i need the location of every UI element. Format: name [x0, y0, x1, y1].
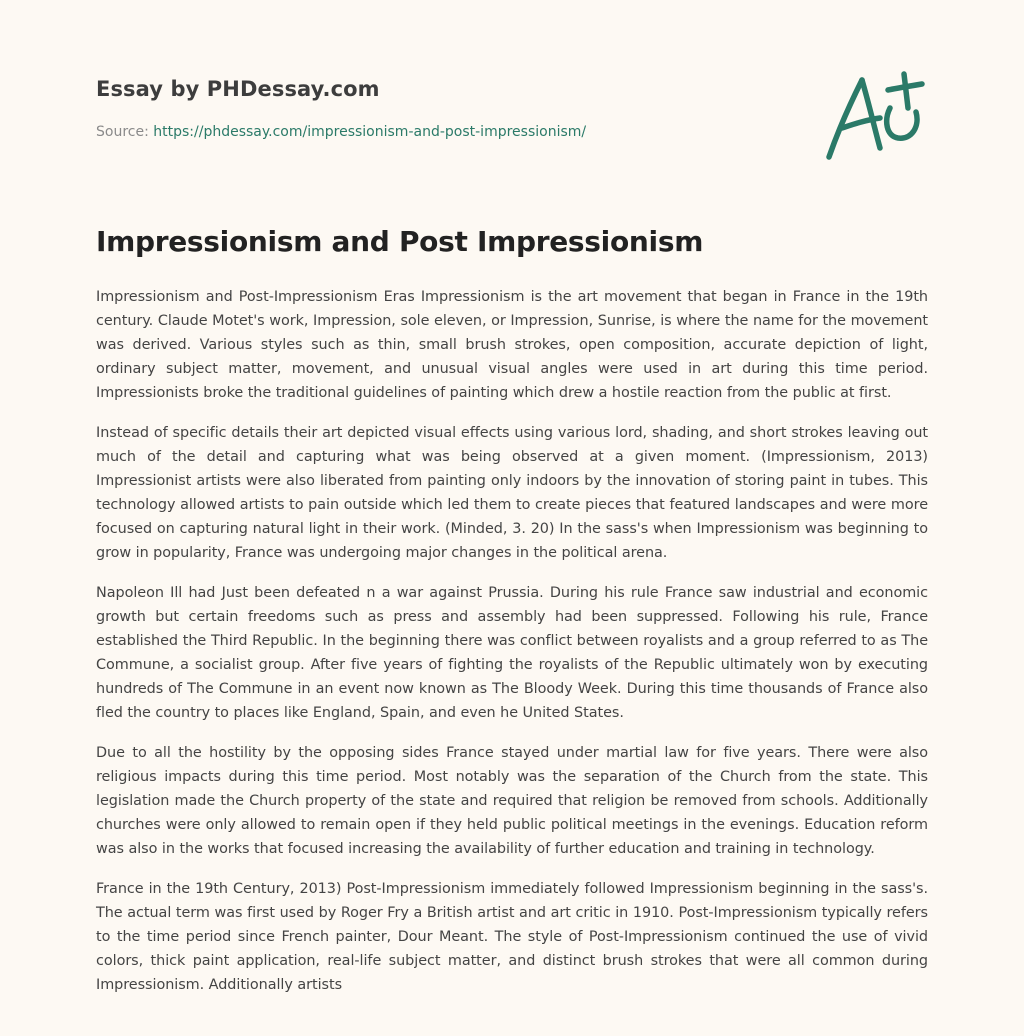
source-line — [96, 124, 586, 140]
essay-paragraph: Instead of specific details their art depicted visual effects using various lord, shading, and short strokes leaving out much of the detail and capturing what was being observed at a given moment. (Impressionism, 2013) Impressionist artists were also liberated from painting only indoors by the innovation of storing paint in tubes. This technology allowed artists to pain outside which led them to create pieces that featured landscapes and were more focused on capturing natural light in their work. (Minded, 3. 20) In the sass's when Impressionism was beginning to grow in popularity, France was undergoing major changes in the political arena. — [96, 425, 928, 561]
source-link[interactable]: https://phdessay.com/impressionism-and-post-impressionism/ — [153, 124, 587, 140]
essay-paragraph: Impressionism and Post-Impressionism Eras Impressionism is the art movement that began in France in the 19th century. Claude Motet's work, Impression, sole eleven, or Impression, Sunrise, is where the name for the movement was derived. Various styles such as thin, small brush strokes, open composition, accurate depiction of light, ordinary subject matter, movement, and unusual visual angles were used in art during this time period. Impressionists broke the traditional guidelines of painting which drew a hostile reaction from the public at first. — [96, 289, 928, 401]
essay-paragraph: France in the 19th Century, 2013) Post-Impressionism immediately followed Impressionism beginning in the sass's. The actual term was first used by Roger Fry a British artist and art critic in 1910. Post-Impressionism typically refers to the time period since French painter, Dour Meant. The style of Post-Impressionism continued the use of vivid colors, thick paint application, real-life subject matter, and distinct brush strokes that were all common during Impressionism. Additionally artists — [96, 881, 928, 993]
source-label: Source: — [96, 124, 149, 140]
essay-paragraph: Napoleon Ill had Just been defeated n a war against Prussia. During his rule France saw industrial and economic growth but certain freedoms such as press and assembly had been suppressed. Following his rule, France established the Third Republic. In the beginning there was conflict between royalists and a group referred to as The Commune, a socialist group. After five years of fighting the royalists of the Republic ultimately won by executing hundreds of The Commune in an event now known as The Bloody Week. During this time thousands of France also fled the country to places like England, Spain, and even he United States. — [96, 585, 928, 721]
document-title: Impressionism and Post Impressionism — [96, 225, 704, 258]
a-plus-logo — [822, 68, 926, 164]
essay-body — [96, 285, 928, 1013]
site-title: Essay by PHDessay.com — [96, 77, 380, 101]
essay-paragraph: Due to all the hostility by the opposing sides France stayed under martial law for five years. There were also religious impacts during this time period. Most notably was the separation of the Church from the state. This legislation made the Church property of the state and required that religion be removed from schools. Additionally churches were only allowed to remain open if they held public political meetings in the evenings. Education reform was also in the works that focused increasing the availability of further education and training in technology. — [96, 745, 928, 857]
